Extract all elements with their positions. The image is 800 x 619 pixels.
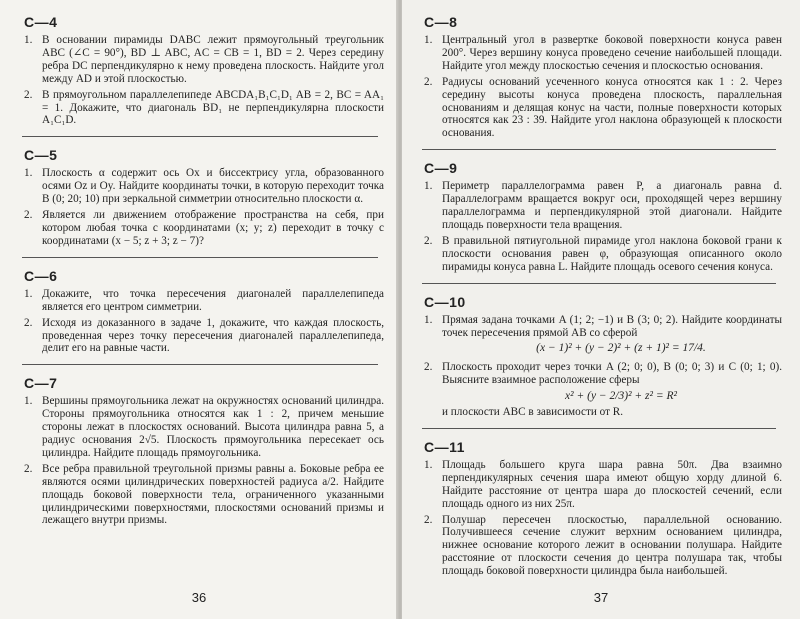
section-divider (422, 149, 776, 150)
problem-text: В прямоугольном параллелепипеде ABCDA₁B₁C₁D₁ AB = 2, BC = AA₁ = 1. Докажите, что диагональ BD₁ не перпендикулярна плоскости A₁C₁D. (42, 88, 384, 127)
problem-text-tail: и плоскости ABC в зависимости от R. (442, 406, 624, 419)
section-title: С—7 (24, 375, 58, 392)
problem (22, 34, 384, 86)
problem (422, 235, 782, 274)
section-c10 (422, 294, 782, 419)
problem-text-body: Прямая задана точками A (1; 2; −1) и B (3; 0; 2). Найдите координаты точек пересечения прямой AB со сферой (442, 313, 782, 339)
sphere-equation: (x − 1)² + (y − 2)² + (z + 1)² = 17/4. (536, 342, 706, 355)
problem-number: 1. (24, 395, 33, 408)
problem-text: Исходя из доказанного в задаче 1, докажите, что каждая плоскость, проведенная через точку пересечения диагоналей параллелепипеда, делит его на равные части. (42, 316, 384, 355)
section-title: С—9 (424, 160, 458, 177)
problem-text: Все ребра правильной треугольной призмы равны a. Боковые ребра ее являются осями цилиндрических поверхностей радиуса a/2. Найдите площадь боковой поверхности тела, ограниченного указанными цилиндрическими поверхностями, плоскостями оснований призмы и лежащего внутри призмы. (42, 462, 384, 527)
section-c9 (422, 160, 782, 273)
problem-number: 1. (24, 287, 33, 300)
problem-text: Вершины прямоугольника лежат на окружностях оснований цилиндра. Стороны прямоугольника относятся как 1 : 2, причем меньшие стороны лежат в плоскостях оснований. Высота цилиндра равна 5, а радиус основания 2√5. Плоскость прямоугольника пересекает ось цилиндра. Найдите площадь прямоугольника. (42, 395, 384, 459)
section-divider (22, 257, 378, 258)
problem-number: 1. (424, 313, 433, 326)
problem-text (442, 361, 782, 419)
problem (422, 180, 782, 232)
problem (422, 34, 782, 73)
problem (22, 89, 384, 128)
problem-text: Площадь большего круга шара равна 50π. Два взаимно перпендикулярных сечения шара имеют общую хорду длиной 6. Найдите расстояние от центра шара до плоскостей сечений, если площадь одного из них 25π. (442, 458, 782, 510)
section-c5 (22, 147, 384, 247)
problem-text: Периметр параллелограмма равен P, а диагональ равна d. Параллелограмм вращается вокруг оси, проходящей через вершину параллелограмма и перпендикулярной этой диагонали. Найдите площадь поверхности тела вращения. (442, 180, 782, 231)
problem-number: 1. (24, 34, 33, 46)
section-title: С—11 (424, 438, 465, 455)
section-title: С—4 (24, 14, 58, 30)
problem (422, 314, 782, 359)
problem (22, 167, 384, 206)
problem-number: 2. (424, 75, 433, 88)
problem-number: 2. (424, 234, 433, 247)
problem-number: 2. (424, 513, 433, 526)
problem (22, 288, 384, 314)
problem-text: В правильной пятиугольной пирамиде угол наклона боковой грани к плоскости основания равен φ, образующая описанного около пирамиды конуса равна L. Найдите площадь осевого сечения конуса. (442, 234, 782, 273)
problem-text: Радиусы оснований усеченного конуса относятся как 1 : 2. Через середину высоты конуса проведена плоскость, параллельная основаниям и делящая конус на части, полные поверхности которых относятся как 23 : 39. Найдите угол наклона образующей к плоскости основания. (442, 75, 782, 140)
section-c4 (22, 14, 384, 127)
problem-number: 2. (424, 361, 433, 374)
problem-text: Центральный угол в развертке боковой поверхности конуса равен 200°. Через вершину конуса проведено сечение наибольшей площади. Найдите угол между плоскостью сечения и плоскостью основания. (442, 34, 782, 72)
problem-number: 1. (24, 167, 33, 180)
problem-number: 2. (24, 316, 33, 329)
section-divider (22, 136, 378, 137)
right-page (402, 0, 800, 619)
problem (422, 459, 782, 511)
section-title: С—8 (424, 14, 458, 30)
section-c11 (422, 439, 782, 578)
problem-text (442, 314, 782, 359)
problem-number: 1. (424, 34, 433, 46)
problem (22, 317, 384, 356)
problem-text: В основании пирамиды DABC лежит прямоугольный треугольник ABC (∠C = 90°), BD ⊥ ABC, AC = CB = 1, BD = 2. Через середину ребра DC перпендикулярно к нему проведена плоскость. Найдите угол между AD и этой плоскостью. (42, 34, 384, 85)
problem-number: 1. (424, 180, 433, 193)
problem-number: 2. (24, 462, 33, 475)
problem (422, 361, 782, 419)
problem-text: Является ли движением отображение пространства на себя, при котором любая точка с координатами (x; y; z) переходит в точку с координатами (x − 5; z + 3; z − 7)? (42, 209, 384, 247)
problem-number: 2. (24, 209, 33, 222)
section-divider (22, 364, 378, 365)
section-title: С—10 (424, 293, 466, 310)
section-c8 (422, 14, 782, 140)
problem (22, 209, 384, 248)
section-c6 (22, 268, 384, 356)
left-page (0, 0, 398, 619)
section-title: С—6 (24, 267, 58, 284)
problem-text-body: Плоскость проходит через точки A (2; 0; 0), B (0; 0; 3) и C (0; 1; 0). Выясните взаимное расположение сферы (442, 361, 782, 387)
problem (22, 395, 384, 460)
problem-text: Плоскость α содержит ось Ox и биссектрису угла, образованного осями Oz и Oy. Найдите координаты точки, в которую переходит точка B (0; 20; 10) при зеркальной симметрии относительно плоскости α. (42, 167, 384, 206)
section-divider (422, 428, 776, 429)
problem-text: Полушар пересечен плоскостью, параллельной основанию. Получившееся сечение служит верхним основанием цилиндра, нижнее основание которого лежит в основании полушара. Найдите расстояние от плоскости сечения до центра полушара так, чтобы площадь боковой поверхности цилиндра была наибольшей. (442, 513, 782, 578)
page-number: 36 (191, 590, 207, 605)
problem-number: 2. (24, 88, 33, 101)
problem (22, 463, 384, 528)
problem (422, 76, 782, 141)
section-c7 (22, 375, 384, 527)
page-number: 37 (593, 590, 609, 605)
section-divider (422, 283, 776, 284)
problem (422, 514, 782, 579)
sphere-equation: x² + (y − 2/3)² + z² = R² (565, 390, 677, 403)
problem-number: 1. (424, 458, 433, 471)
problem-text: Докажите, что точка пересечения диагоналей параллелепипеда является его центром симметрии. (42, 287, 384, 313)
section-title: С—5 (24, 147, 58, 164)
